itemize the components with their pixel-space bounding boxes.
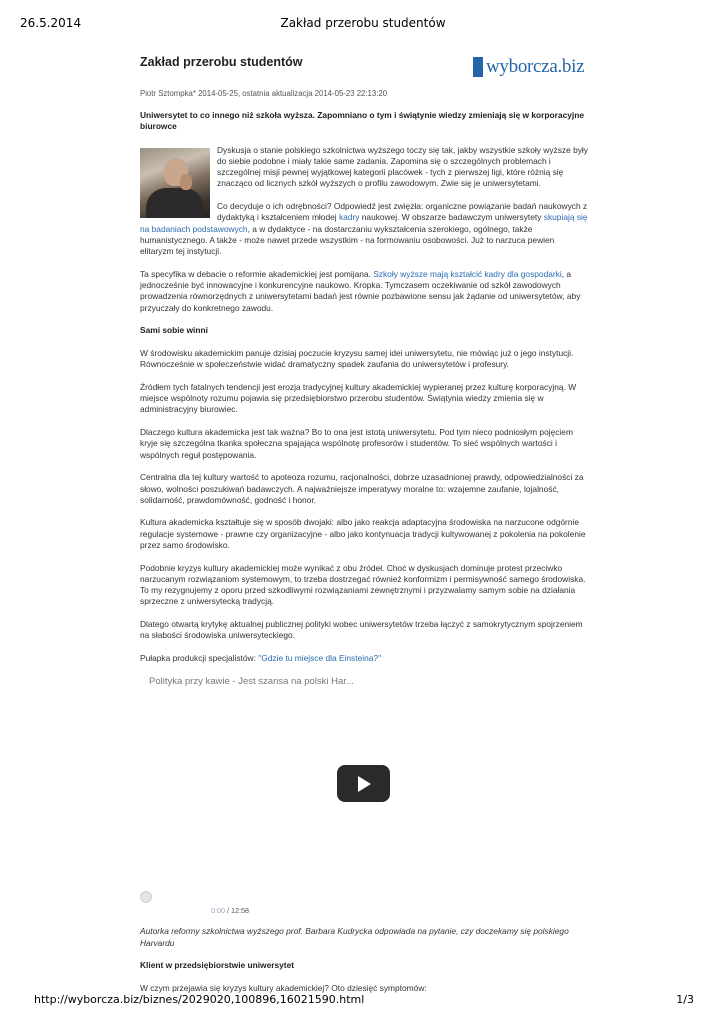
wyborcza-biz-logo[interactable] <box>473 55 584 79</box>
subheading: Sami sobie winni <box>140 325 208 336</box>
paragraph: Podobnie kryzys kultury akademickiej może wynikać z obu źródeł. Choć w dyskusjach dominuje protest przeciwko narzucanym rozwiązaniom systemowym, to trzeba dostrzegać również konformizm i permisywność samego środowiska. To my rezygnujemy z oporu przed szkodliwymi rozwiązaniami zewnętrznymi i przyzwalamy samym sobie na działania sprzeczne z uniwersytecką tradycją. <box>140 562 586 607</box>
article-body <box>140 145 590 994</box>
video-time: 0:00 / 12:58 <box>211 906 249 916</box>
paragraph: Dyskusja o stanie polskiego szkolnictwa wyższego toczy się tak, jakby wszystkie szkoły wyższe były do siebie podobne i miały takie same zadania. Zapomina się o szczególnych problemach i szczególnej misji pewnej wyjątkowej kategorii placówek - tych z pierwszej ligi, które różnią się znacząco od licznych szkół wyższych o profilu zawodowym. Zwie się je uniwersytetami. <box>217 144 588 189</box>
logo-main-text: wyborcza. <box>486 56 562 78</box>
byline: Piotr Sztompka* 2014-05-25, ostatnia aktualizacja 2014-05-23 22:13:20 <box>140 89 388 99</box>
print-title: Zakład przerobu studentów <box>280 16 446 30</box>
paragraph: Centralna dla tej kultury wartość to apoteoza rozumu, racjonalności, dobrze uzasadnionej prawdy, odpowiedzialności za słowo, wolności poszukiwań badawczych. A najważniejsze imperatywy moralne to: wzajemne zaufanie, lojalność, solidarność, prawdomówność, godność i honor. <box>140 472 584 505</box>
logo-suffix-text: biz <box>561 56 585 78</box>
video-title[interactable]: Polityka przy kawie - Jest szansa na polski Har... <box>149 676 354 688</box>
paragraph: Ta specyfika w debacie o reformie akademickiej jest pomijana. Szkoły wyższe mają kształcić kadry dla gospodarki, a jednocześnie być innowacyjne i konkurencyjne naukowo. Kropka. Tymczasem oczekiwanie od szkół zawodowych prowadzenia równorzędnych z uniwersytetami badań jest równie pozbawione sensu jak żądanie od uniwersytetów, aby przyuczały do konkretnego zawodu. <box>140 268 581 313</box>
video-caption: Autorka reformy szkolnictwa wyższego prof. Barbara Kudrycka odpowiada na pytanie, czy doczekamy się polskiego Harvardu <box>140 926 569 948</box>
link-badania-podstawowe[interactable]: skupiają się na badaniach podstawowych <box>140 212 588 234</box>
paragraph: Kultura akademicka kształtuje się w sposób dwojaki: albo jako reakcja adaptacyjna środowiska na narzucone odgórnie regulacje systemowe - prawne czy organizacyjne - albo jako kontynuacja tradycji kultywowanej z pokolenia na pokolenie przez samo środowisko. <box>140 517 586 550</box>
subheading: Klient w przedsiębiorstwie uniwersytet <box>140 960 295 971</box>
print-header <box>0 16 726 34</box>
author-photo <box>140 148 210 218</box>
print-date: 26.5.2014 <box>20 16 82 30</box>
article-title: Zakład przerobu studentów <box>140 55 303 69</box>
play-icon <box>358 776 371 792</box>
video-duration: 12:58 <box>231 906 249 916</box>
paragraph: Dlatego otwartą krytykę aktualnej publicznej polityki wobec uniwersytetów trzeba łączyć z samokrytycznym spojrzeniem na słabości środowiska uniwersyteckiego. <box>140 619 583 641</box>
video-player[interactable] <box>140 668 590 914</box>
link-einstein[interactable]: "Gdzie tu miejsce dla Einsteina?" <box>258 652 382 663</box>
link-szkoly-wyzsze[interactable]: Szkoły wyższe mają kształcić kadry dla gospodarki <box>373 268 562 279</box>
paragraph: Co decyduje o ich odrębności? Odpowiedź jest zwięzła: organiczne powiązanie badań naukowych z dydaktyką i kształceniem młodej kadry naukowej. W obszarze badawczym uniwersytety skupiają się na badaniach podstawowych, a w dydaktyce - na dostarczaniu wykształcenia szerokiego, ogólnego, także humanistycznego. A także - może nawet przede wszystkim - na formowaniu osobowości. Już to narzuca pewien elitaryzm tej instytucji. <box>140 201 588 257</box>
paragraph: W czym przejawia się kryzys kultury akademickiej? Oto dziesięć symptomów: <box>140 982 427 993</box>
paragraph: Pułapka produkcji specjalistów: "Gdzie tu miejsce dla Einsteina?" <box>140 652 382 663</box>
paragraph: W środowisku akademickim panuje dzisiaj poczucie kryzysu samej idei uniwersytetu, nie mówiąc już o jego instytucji. Równocześnie w społeczeństwie widać dramatyczny spadek zaufania do uniwersytetów i profesury. <box>140 347 574 370</box>
link-kadry[interactable]: kadry <box>338 212 360 223</box>
logo-mark-icon <box>473 57 483 77</box>
print-url: http://wyborcza.biz/biznes/2029020,100896,16021590.html <box>34 993 365 1006</box>
video-current-time: 0:00 <box>211 906 225 916</box>
loading-spinner-icon <box>140 891 152 903</box>
paragraph: Dlaczego kultura akademicka jest tak ważna? Bo to ona jest istotą uniwersytetu. Pod tym nieco podniosłym pojęciem kryje się szczególna tkanka społeczna spajająca wspólnotę profesorów i studentów. To sieć wspólnych wartości i wspólnych reguł postępowania. <box>140 427 573 460</box>
article-lead: Uniwersytet to co innego niż szkoła wyższa. Zapomniano o tym i świątynie wiedzy zmieniają się w korporacyjne biurowce <box>140 109 584 132</box>
article <box>140 55 590 1005</box>
play-button[interactable] <box>337 765 390 802</box>
paragraph: Źródłem tych fatalnych tendencji jest erozja tradycyjnej kultury akademickiej wypieranej przez kulturę korporacyjną. W miejsce wspólnoty rozumu pojawia się przedsiębiorstwo przerobu studentów. Świątynia wiedzy zmienia się w administracyjny biurowiec. <box>140 381 577 415</box>
page-number: 1/3 <box>676 993 694 1006</box>
